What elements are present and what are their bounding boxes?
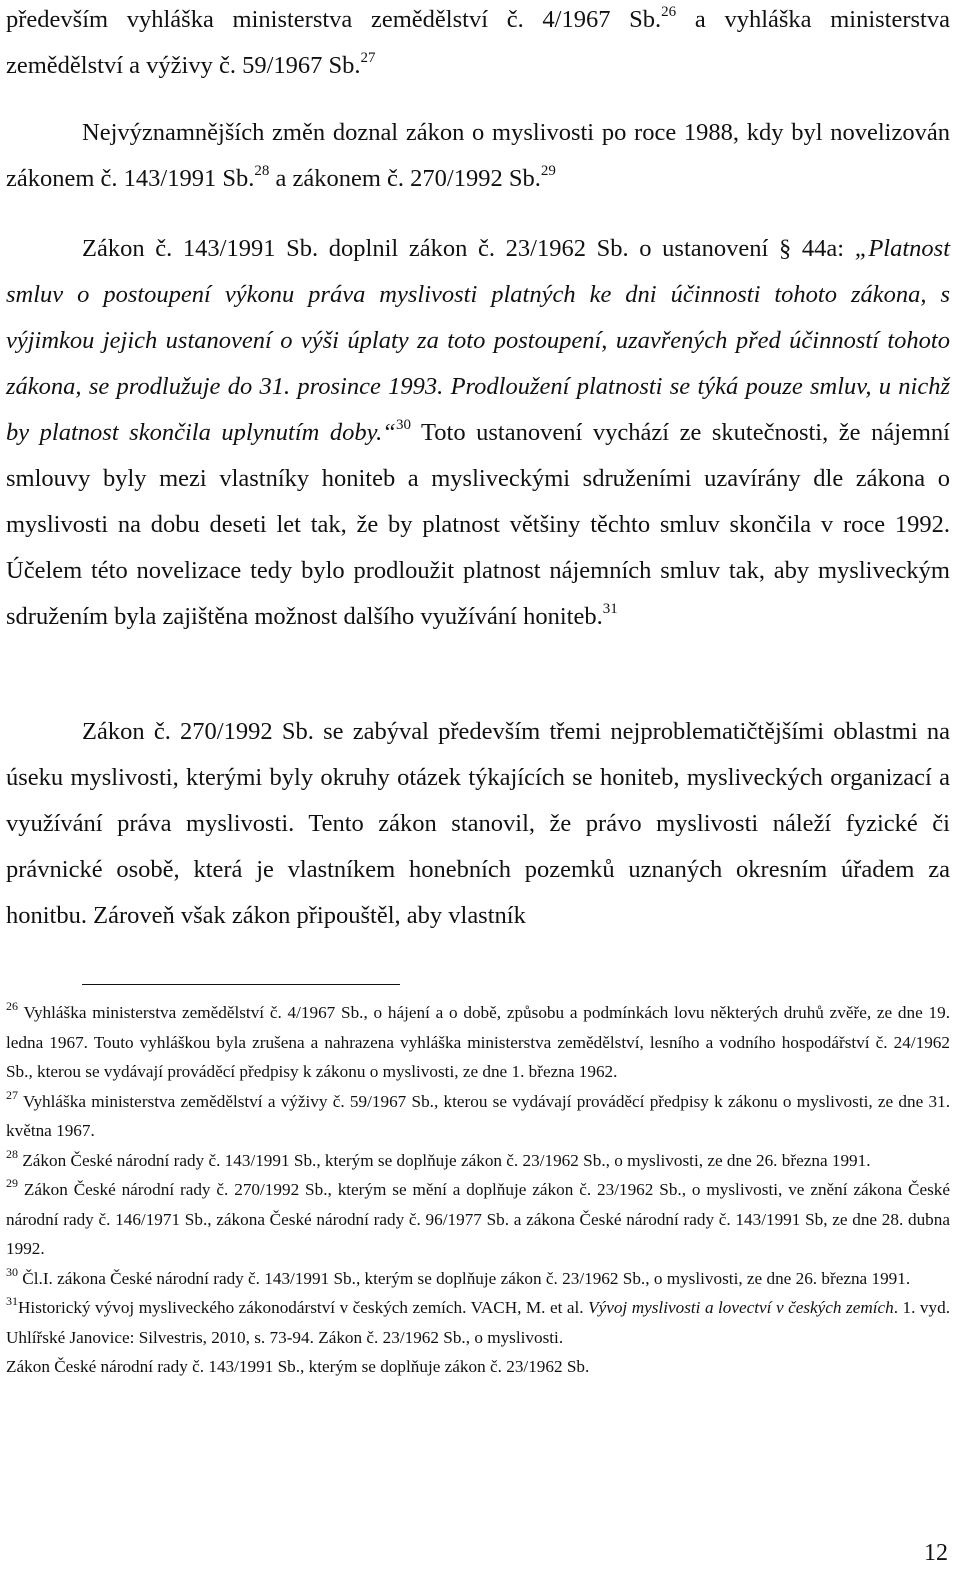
footnote-28: [6, 1146, 950, 1176]
footnote-29: [6, 1175, 950, 1264]
cited-title: Vývoj myslivosti a lovectví v českých zemích: [588, 1298, 894, 1317]
footnote-text: Vyhláška ministerstva zemědělství a výživy č. 59/1967 Sb., kterou se vydávají prováděcí předpisy k zákonu o myslivosti, ze dne 31. května 1967.: [6, 1091, 950, 1140]
footnote-text: Čl.I. zákona České národní rady č. 143/1991 Sb., kterým se doplňuje zákon č. 23/1962 Sb., o myslivosti, ze dne 26. března 1991.: [18, 1268, 911, 1288]
footnote-ref-26[interactable]: 26: [661, 4, 677, 20]
paragraph-0: [6, 0, 950, 89]
footnote-text: Zákon České národní rady č. 143/1991 Sb., kterým se doplňuje zákon č. 23/1962 Sb.: [6, 1357, 590, 1376]
footnote-31: [6, 1293, 950, 1352]
footnote-26: [6, 998, 950, 1087]
text: Zákon č. 270/1992 Sb. se zabýval především třemi nejproblematičtějšími oblastmi na úseku myslivosti, kterými byly okruhy otázek týkajících se honiteb, mysliveckých organizací a využívání práva myslivosti. Tento zákon stanovil, že právo myslivosti náleží fyzické či právnické osobě, která je vlastníkem honebních pozemků uznaných okresním úřadem za honitbu. Zároveň však zákon připouštěl, aby vlastník: [6, 718, 950, 929]
page-number: 12: [924, 1540, 948, 1566]
footnote-ref-31[interactable]: 31: [602, 601, 618, 617]
text: Zákon č. 143/1991 Sb. doplnil zákon č. 23/1962 Sb. o ustanovení § 44a:: [82, 235, 855, 262]
footnote-number: 27: [6, 1087, 18, 1102]
footnote-number: 28: [6, 1146, 18, 1161]
paragraph-3: [6, 709, 950, 939]
footnote-text: Vyhláška ministerstva zemědělství č. 4/1967 Sb., o hájení a o době, způsobu a podmínkách lovu některých druhů zvěře, ze dne 19. ledna 1967. Touto vyhláškou byla zrušena a nahrazena vyhláška ministerstva zemědělství, lesního a vodního hospodářství č. 24/1962 Sb., kterou se vydávají prováděcí předpisy k zákonu o myslivosti, ze dne 1. března 1962.: [6, 1003, 950, 1081]
text: Toto ustanovení vychází ze skutečnosti, že nájemní smlouvy byly mezi vlastníky honiteb a mysliveckými sdruženími uzavírány dle zákona o myslivosti na dobu deseti let tak, že by platnost většiny těchto smluv skončila v roce 1992. Účelem této novelizace tedy bylo prodloužit platnost nájemních smluv tak, aby mysliveckým sdružením byla zajištěna možnost dalšího využívání honiteb.: [6, 419, 950, 630]
footnote-27: [6, 1087, 950, 1146]
footnote-ref-29[interactable]: 29: [540, 163, 556, 179]
footnote-number: 31: [6, 1294, 18, 1308]
footnote-text: . 1. vyd. Uhlířské Janovice: Silvestris, 2010, s. 73-94. Zákon č. 23/1962 Sb., o myslivosti.: [6, 1298, 950, 1347]
text: a vyhláška ministerstva zemědělství a výživy č. 59/1967 Sb.: [6, 6, 950, 79]
quoted-provision: „Platnost smluv o postoupení výkonu práva myslivosti platných ke dni účinnosti tohoto zákona, s výjimkou jejich ustanovení o výši úplaty za toto postoupení, uzavřených před účinností tohoto zákona, se prodlužuje do 31. prosince 1993. Prodloužení platnosti se týká pouze smluv, u nichž by platnost skončila uplynutím doby.“: [6, 235, 950, 446]
text: především vyhláška ministerstva zemědělství č. 4/1967 Sb.: [6, 6, 662, 33]
footnote-text: Historický vývoj mysliveckého zákonodárství v českých zemích. VACH, M. et al.: [18, 1298, 589, 1317]
paragraph-1: [6, 110, 950, 202]
footnote-ref-30[interactable]: 30: [395, 417, 411, 433]
footnote-31-continuation: [6, 1352, 950, 1382]
footnote-number: 29: [6, 1176, 18, 1190]
paragraph-2: [6, 226, 950, 640]
text: Nejvýznamnějších změn doznal zákon o myslivosti po roce 1988, kdy byl novelizován zákonem č. 143/1991 Sb.: [6, 119, 950, 192]
footnote-ref-27[interactable]: 27: [360, 50, 376, 66]
footnote-text: Zákon České národní rady č. 143/1991 Sb., kterým se doplňuje zákon č. 23/1962 Sb., o myslivosti, ze dne 26. března 1991.: [18, 1150, 871, 1170]
text: a zákonem č. 270/1992 Sb.: [269, 165, 541, 192]
footnotes: [6, 998, 950, 1382]
footnote-number: 30: [6, 1264, 18, 1279]
footnote-text: Zákon České národní rady č. 270/1992 Sb., kterým se mění a doplňuje zákon č. 23/1962 Sb., o myslivosti, ve znění zákona České národní rady č. 146/1971 Sb., zákona České národní rady č. 96/1977 Sb. a zákona České národní rady č. 143/1991 Sb, ze dne 28. dubna 1992.: [6, 1180, 950, 1258]
footnote-ref-28[interactable]: 28: [254, 163, 270, 179]
footnote-30: [6, 1264, 950, 1294]
footnote-number: 26: [6, 999, 18, 1013]
footnote-separator: [82, 984, 400, 985]
